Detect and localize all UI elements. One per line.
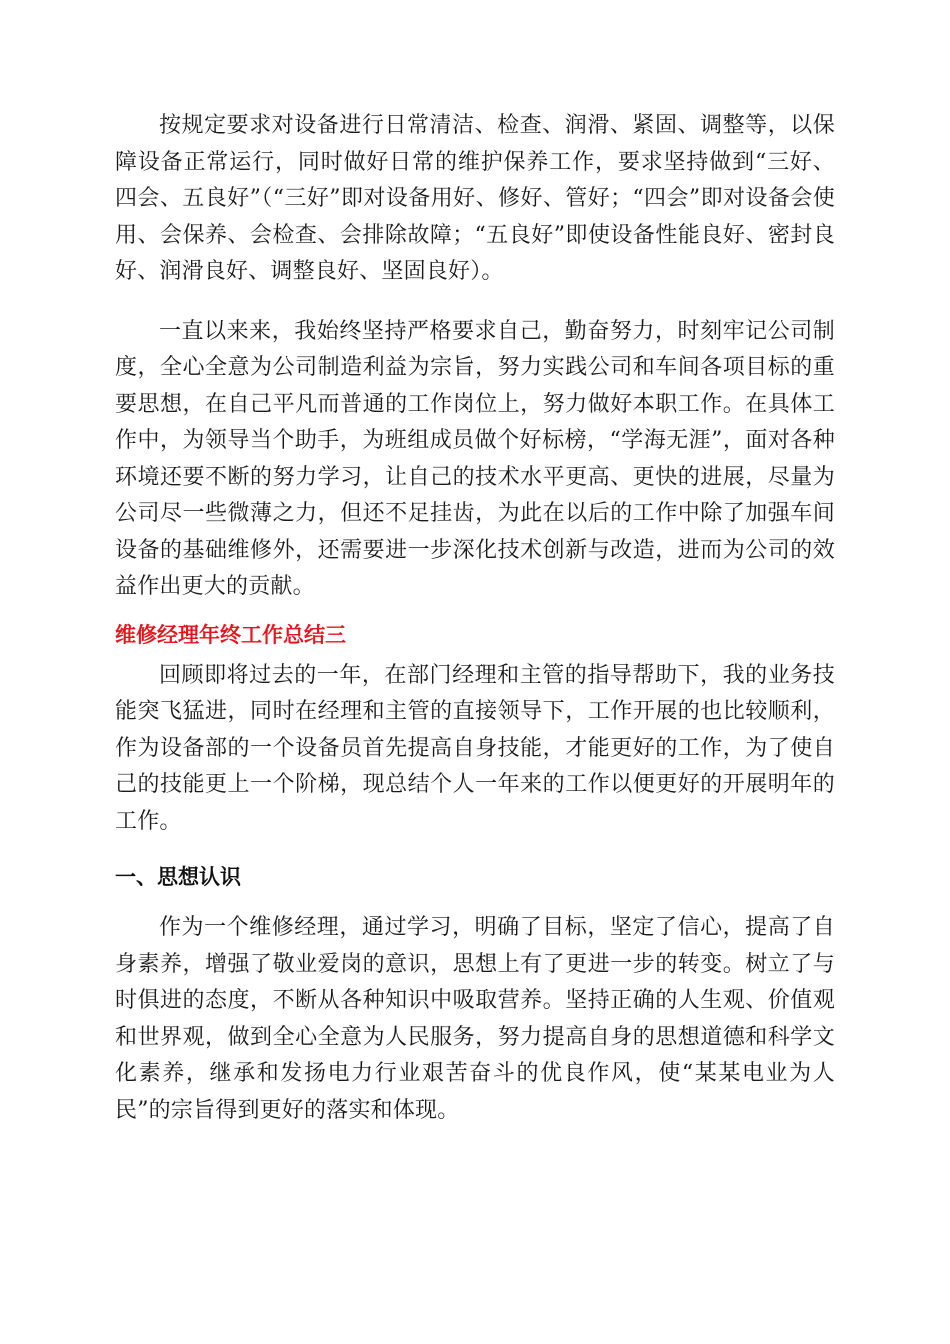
paragraph-equipment-maintenance: 按规定要求对设备进行日常清洁、检查、润滑、紧固、调整等，以保障设备正常运行，同时做好日常的维护保养工作，要求坚持做到“三好、四会、五良好”（“三好”即对设备用好、修好、管好；“四会”即对设备会使用、会保养、会检查、会排除故障；“五良好”即使设备性能良好、密封良好、润滑良好、调整良好、坚固良好）。 [115,113,835,284]
document-page [115,108,835,1129]
paragraph-review: 回顾即将过去的一年，在部门经理和主管的指导帮助下，我的业务技能突飞猛进，同时在经理和主管的直接领导下，工作开展的也比较顺利，作为设备部的一个设备员首先提高自身技能，才能更好的工作，为了使自己的技能更上一个阶梯，现总结个人一年来的工作以便更好的开展明年的工作。 [115,662,835,834]
section-heading-ideology: 一、思想认识 [115,865,241,889]
paragraph-self-discipline: 一直以来来，我始终坚持严格要求自己，勤奋努力，时刻牢记公司制度，全心全意为公司制造利益为宗旨，努力实践公司和车间各项目标的重要思想，在自己平凡而普通的工作岗位上，努力做好本职工作。在具体工作中，为领导当个助手，为班组成员做个好标榜，“学海无涯”，面对各种环境还要不断的努力学习，让自己的技术水平更高、更快的进展，尽量为公司尽一些微薄之力，但还不足挂齿，为此在以后的工作中除了加强车间设备的基础维修外，还需要进一步深化技术创新与改造，进而为公司的效益作出更大的贡献。 [115,318,835,599]
paragraph-ideology: 作为一个维修经理，通过学习，明确了目标，坚定了信心，提高了自身素养，增强了敬业爱岗的意识，思想上有了更进一步的转变。树立了与时俱进的态度，不断从各种知识中吸取营养。坚持正确的人生观、价值观和世界观，做到全心全意为人民服务，努力提高自身的思想道德和科学文化素养，继承和发扬电力行业艰苦奋斗的优良作风，使“某某电业为人民”的宗旨得到更好的落实和体现。 [115,915,835,1123]
summary-title-heading: 维修经理年终工作总结三 [115,622,346,647]
